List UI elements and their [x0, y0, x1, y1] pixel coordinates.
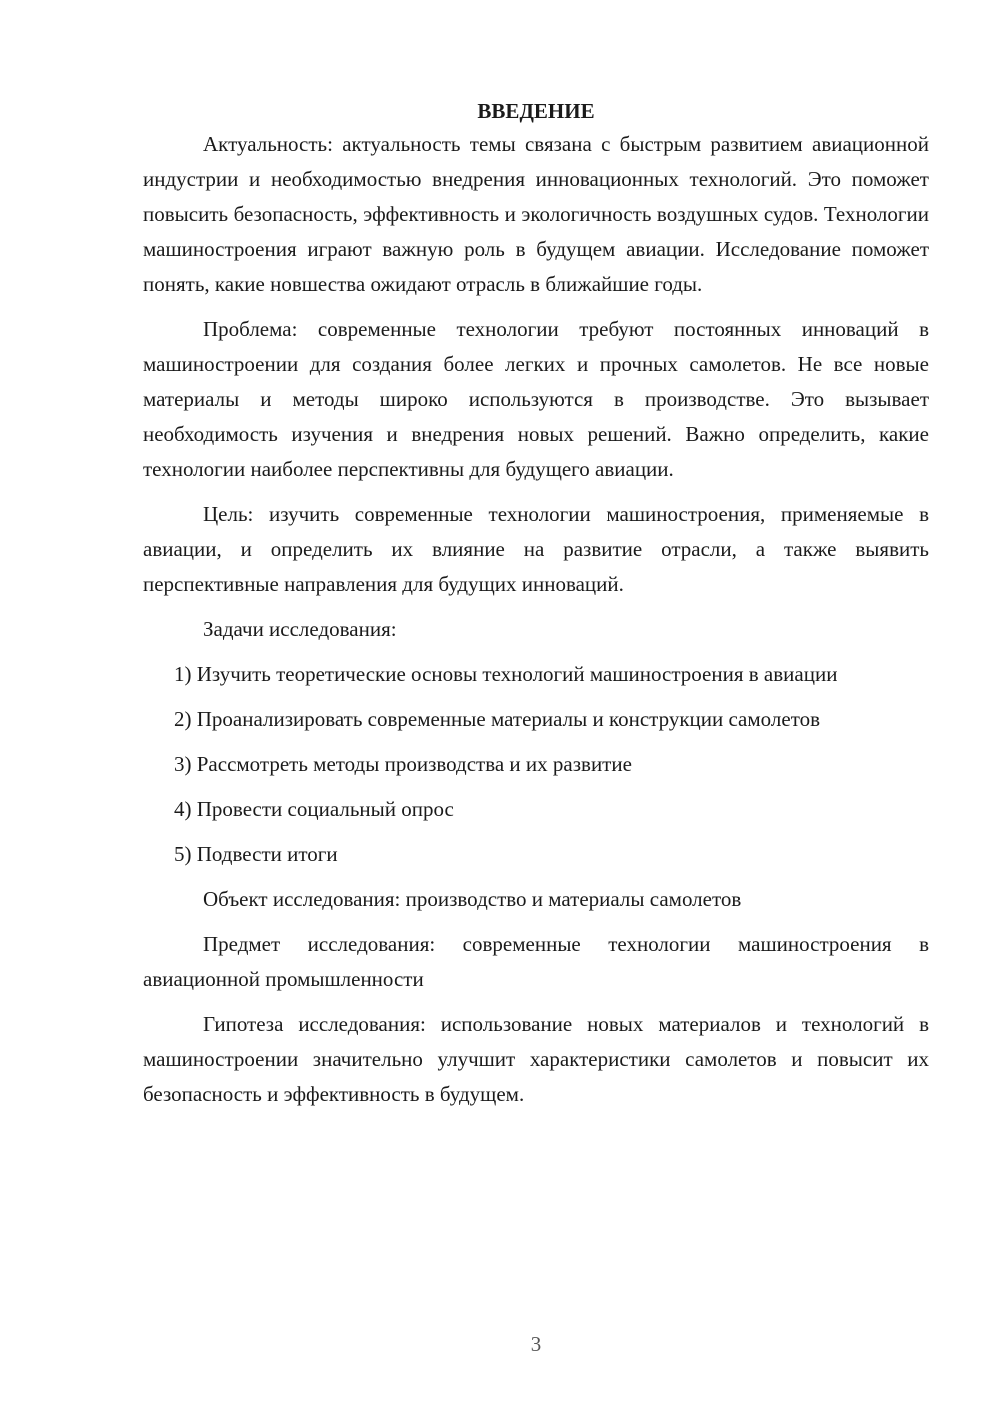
document-page — [143, 96, 929, 1122]
subject-paragraph: Предмет исследования: современные технологии машиностроения в авиационной промышленности — [143, 932, 929, 991]
task-item-1: 1) Изучить теоретические основы технологий машиностроения в авиации — [174, 662, 838, 686]
hypothesis-paragraph: Гипотеза исследования: использование новых материалов и технологий в машиностроении значительно улучшит характеристики самолетов и повысит их безопасность и эффективность в будущем. — [143, 1012, 929, 1106]
task-item-2: 2) Проанализировать современные материалы и конструкции самолетов — [174, 707, 821, 731]
page-number: 3 — [530, 1332, 542, 1356]
problem-paragraph: Проблема: современные технологии требуют постоянных инноваций в машиностроении для создания более легких и прочных самолетов. Не все новые материалы и методы широко используются в производстве. Это вызывает необходимость изучения и внедрения новых решений. Важно определить, какие технологии наиболее перспективны для будущего авиации. — [143, 317, 929, 481]
task-item-3: 3) Рассмотреть методы производства и их развитие — [174, 752, 632, 776]
tasks-heading: Задачи исследования: — [203, 617, 397, 641]
task-item-4: 4) Провести социальный опрос — [174, 797, 454, 821]
relevance-paragraph: Актуальность: актуальность темы связана с быстрым развитием авиационной индустрии и необходимостью внедрения инновационных технологий. Это поможет повысить безопасность, эффективность и экологичность воздушных судов. Технологии машиностроения играют важную роль в будущем авиации. Исследование поможет понять, какие новшества ожидают отрасль в ближайшие годы. — [143, 132, 929, 296]
goal-paragraph: Цель: изучить современные технологии машиностроения, применяемые в авиации, и определить их влияние на развитие отрасли, а также выявить перспективные направления для будущих инноваций. — [143, 502, 929, 596]
section-title: ВВЕДЕНИЕ — [477, 99, 595, 123]
object-paragraph: Объект исследования: производство и материалы самолетов — [203, 887, 742, 911]
task-item-5: 5) Подвести итоги — [174, 842, 338, 866]
